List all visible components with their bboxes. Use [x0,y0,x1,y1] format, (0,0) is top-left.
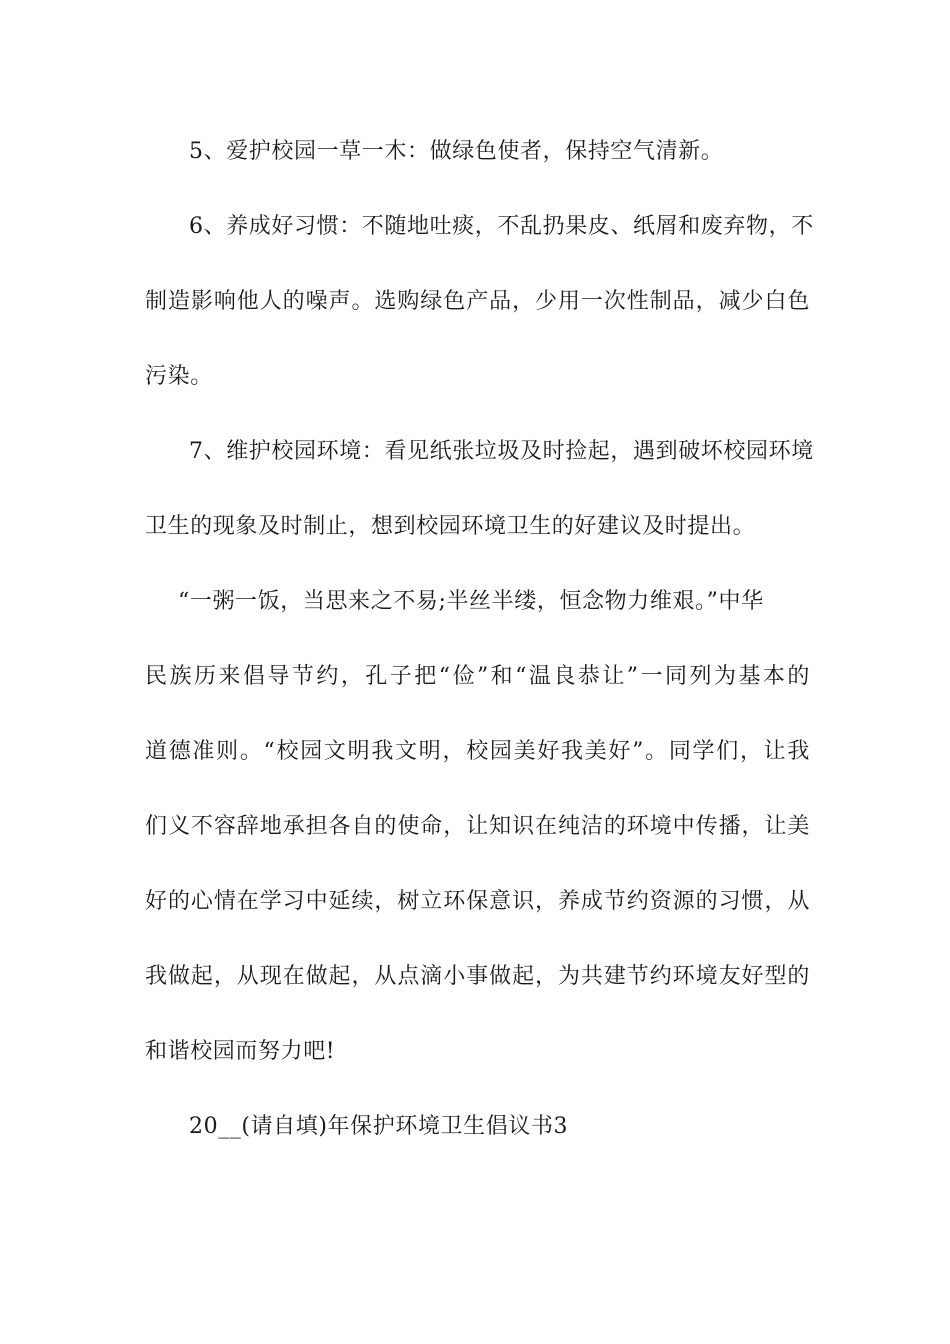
item-7-line-1: 7、维护校园环境：看见纸张垃圾及时捡起，遇到破坏校园环境 [189,439,814,464]
item-6-line-2: 制造影响他人的噪声。选购绿色产品，少用一次性制品，减少白色 [145,289,810,314]
item-6-line-3: 污染。 [145,364,213,389]
item-5-line: 5、爱护校园一草一木：做绿色使者，保持空气清新。 [189,139,724,164]
section-heading: 20__(请自填)年保护环境卫生倡议书3 [189,1114,569,1139]
item-7-line-2: 卫生的现象及时制止，想到校园环境卫生的好建议及时提出。 [145,514,756,539]
quote-paragraph-line-2: 民族历来倡导节约，孔子把“俭”和“温良恭让”一同列为基本的 [145,664,810,689]
quote-paragraph-line-6: 我做起，从现在做起，从点滴小事做起，为共建节约环境友好型的 [145,964,810,989]
quote-paragraph-line-5: 好的心情在学习中延续，树立环保意识，养成节约资源的习惯，从 [145,889,810,914]
quote-paragraph-line-7: 和谐校园而努力吧! [145,1039,336,1064]
item-6-line-1: 6、养成好习惯：不随地吐痰，不乱扔果皮、纸屑和废弃物，不 [189,214,814,239]
quote-paragraph-line-4: 们义不容辞地承担各自的使命，让知识在纯洁的环境中传播，让美 [145,814,810,839]
quote-paragraph-line-3: 道德准则。“校园文明我文明，校园美好我美好”。同学们，让我 [145,739,810,764]
quote-paragraph-line-1: “一粥一饭，当思来之不易;半丝半缕，恒念物力维艰。”中华 [178,589,764,614]
